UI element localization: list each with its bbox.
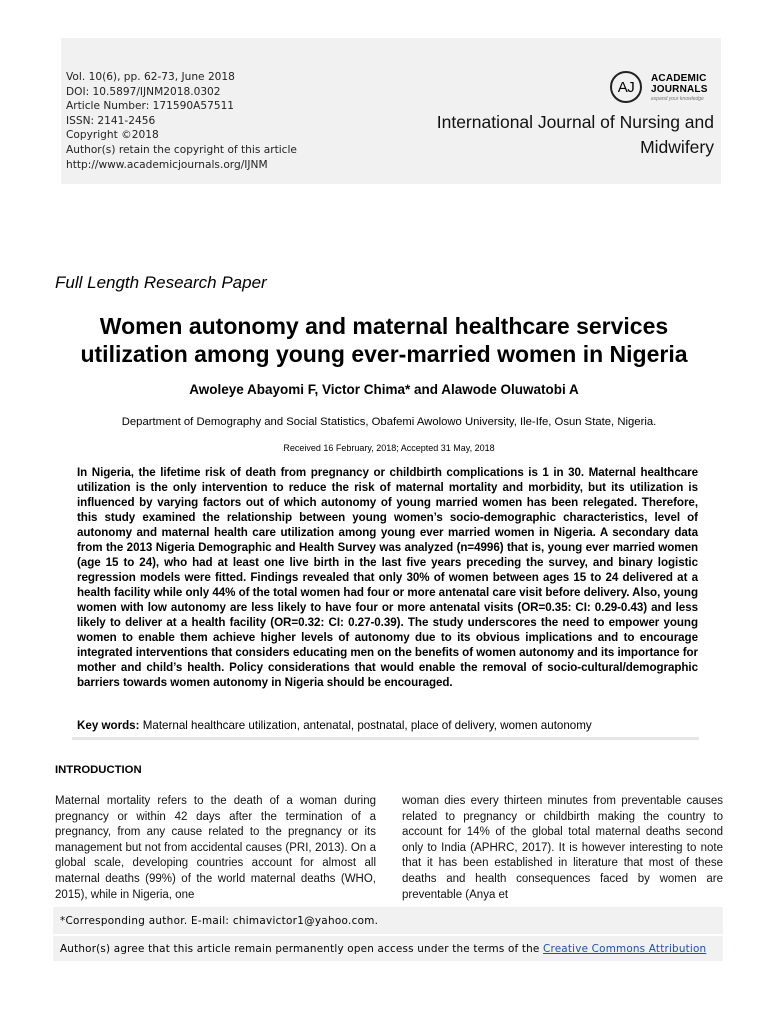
article-metadata xyxy=(66,70,297,172)
meta-copyright: Copyright ©2018 xyxy=(66,129,159,142)
meta-issn: ISSN: 2141-2456 xyxy=(66,114,156,127)
paper-title xyxy=(40,312,728,368)
logo-tagline: expand your knowledge xyxy=(651,96,704,102)
paper-title-line-2: utilization among young ever-married women in Nigeria xyxy=(80,341,688,367)
journal-name-line-1: International Journal of Nursing and xyxy=(436,112,714,132)
license-text: Author(s) agree that this article remain permanently open access under the terms of the xyxy=(60,943,544,955)
creative-commons-link[interactable]: Creative Commons Attribution xyxy=(543,943,707,955)
footnote-divider xyxy=(53,934,723,936)
meta-rights: Author(s) retain the copyright of this article xyxy=(66,143,297,156)
abstract-text: In Nigeria, the lifetime risk of death from pregnancy or childbirth complications is 1 in 30. Maternal healthcare utilization is the only intervention to reduce the risk of maternal mortality and morbidity, but its utilization is influenced by varying factors out of which autonomy of young married women has been relegated. Therefore, this study examined the relationship between young women’s socio-demographic characteristics, level of autonomy and maternal health care utilization among young ever married women in Nigeria. A secondary data from the 2013 Nigeria Demographic and Health Survey was analyzed (n=4996) that is, young ever married women (age 15 to 24), who had at least one live birth in the last five years preceding the survey, and binary logistic regression models were fitted. Findings revealed that only 30% of women between ages 15 to 24 delivered at a health facility while only 44% of the total women had four or more antenatal care visit before delivery. Also, young women with low autonomy are less likely to have four or more antenatal visits (OR=0.35: CI: 0.29-0.43) and less likely to deliver at a health facility (OR=0.32: CI: 0.27-0.39). The study underscores the need to empower young women to enable them achieve higher levels of autonomy due to its obvious implications and to encourage integrated interventions that considers educating men on the benefits of women autonomy and its importance for mother and child’s health. Policy considerations that would enable the removal of socio-cultural/demographic barriers towards women autonomy in Nigeria should be encouraged. xyxy=(77,466,698,689)
received-dates: Received 16 February, 2018; Accepted 31 May, 2018 xyxy=(283,443,495,453)
keywords-label: Key words: xyxy=(77,719,140,732)
keywords-divider xyxy=(72,737,699,740)
license-note xyxy=(60,943,706,955)
journal-name xyxy=(384,110,714,160)
introduction-column-left: Maternal mortality refers to the death of a woman during pregnancy or within 42 days after the termination of a pregnancy, from any cause related to the pregnancy or its management but not from accidental causes (PRI, 2013). On a global scale, developing countries account for almost all maternal deaths (99%) of the world maternal deaths (WHO, 2015), while in Nigeria, one xyxy=(55,795,376,901)
aj-logo-icon: AJ xyxy=(610,71,642,103)
introduction-column-right: woman dies every thirteen minutes from preventable causes related to pregnancy or childbirth making the country to account for 14% of the global total maternal deaths second only to India (APHRC, 2017). It is however interesting to note that it has been established in literature that most of these deaths and health consequences faced by women are preventable (Anya et xyxy=(402,795,723,901)
meta-article-number: Article Number: 171590A57511 xyxy=(66,100,235,113)
journal-name-line-2: Midwifery xyxy=(640,137,714,157)
paper-title-line-1: Women autonomy and maternal healthcare services xyxy=(99,313,669,339)
keywords-line xyxy=(77,719,592,732)
author-list: Awoleye Abayomi F, Victor Chima* and Alawode Oluwatobi A xyxy=(189,382,579,397)
logo-wordmark xyxy=(651,73,708,95)
logo-line-1: ACADEMIC xyxy=(651,73,707,84)
meta-volume: Vol. 10(6), pp. 62-73, June 2018 xyxy=(66,71,235,83)
keywords-list: Maternal healthcare utilization, antenatal, postnatal, place of delivery, women autonomy xyxy=(142,719,592,732)
author-affiliation: Department of Demography and Social Statistics, Obafemi Awolowo University, Ile-Ife, Osun State, Nigeria. xyxy=(121,416,657,428)
academic-journals-logo xyxy=(610,71,720,105)
meta-doi: DOI: 10.5897/IJNM2018.0302 xyxy=(66,85,221,98)
meta-url[interactable]: http://www.academicjournals.org/IJNM xyxy=(66,158,268,171)
corresponding-author-note: *Corresponding author. E-mail: chimavictor1@yahoo.com. xyxy=(60,915,379,927)
paper-type-label: Full Length Research Paper xyxy=(55,273,267,292)
logo-line-2: JOURNALS xyxy=(651,84,708,95)
introduction-heading: INTRODUCTION xyxy=(55,764,142,776)
